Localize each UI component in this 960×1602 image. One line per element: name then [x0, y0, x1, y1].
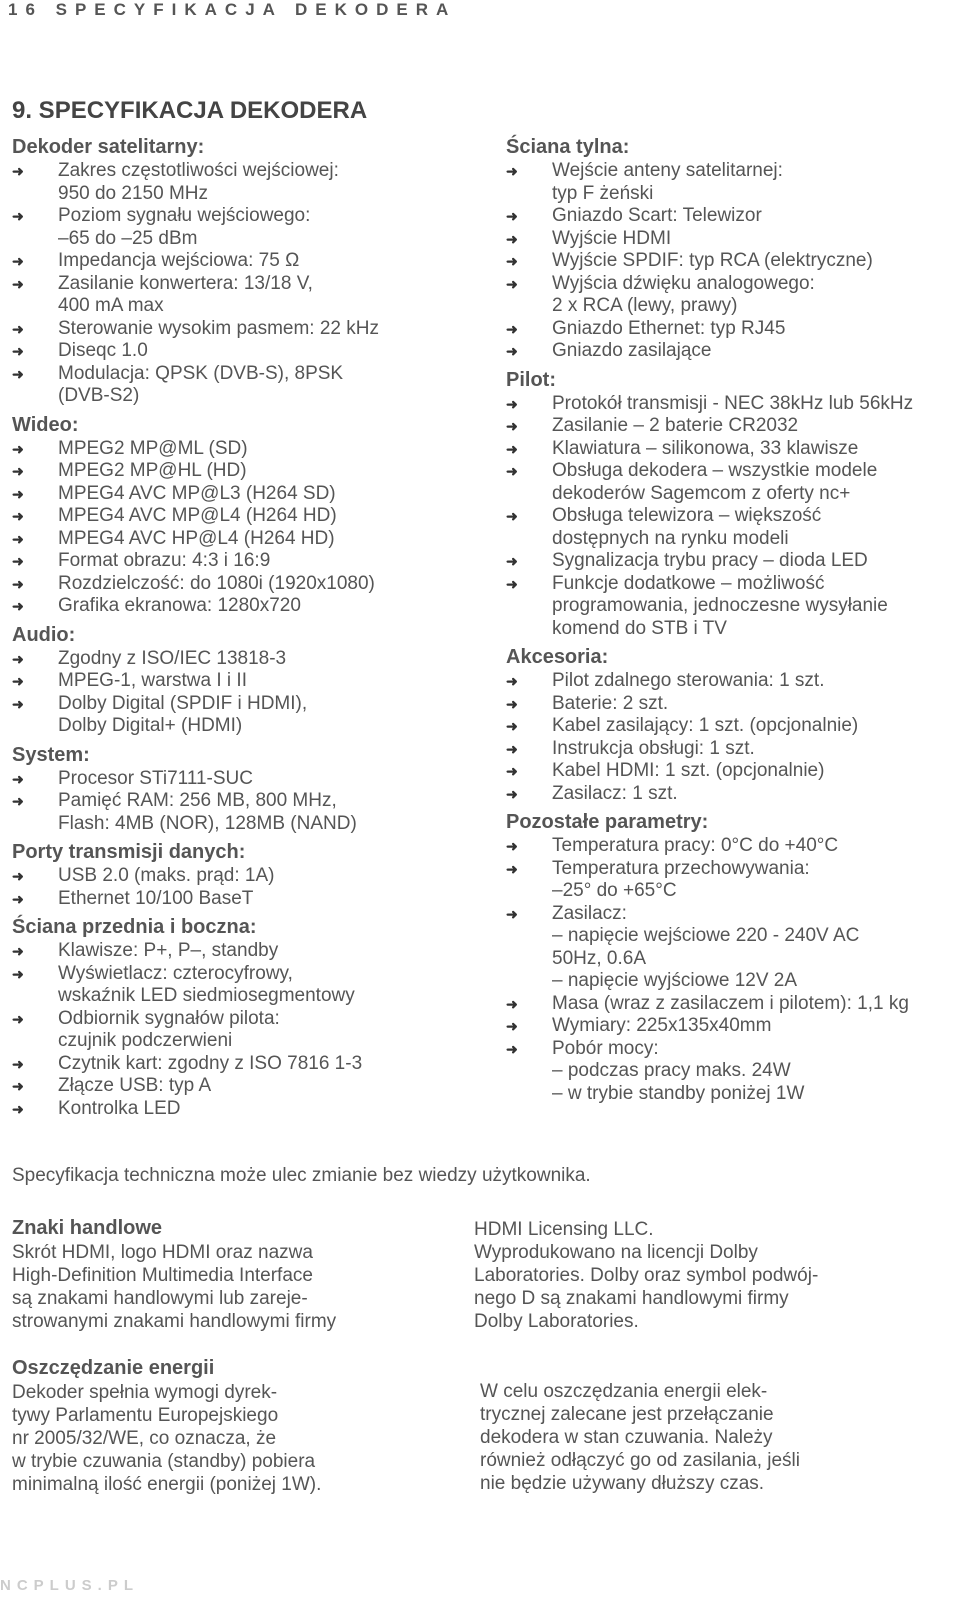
spec-section	[12, 914, 482, 1124]
paragraph-line: również odłączyć go od zasilania, jeśli	[480, 1450, 800, 1471]
arrow-bullet-icon: ➜	[12, 890, 24, 907]
spec-section	[506, 809, 956, 1109]
list-item-text: wskaźnik LED siedmiosegmentowy	[58, 985, 355, 1006]
arrow-bullet-icon: ➜	[12, 1078, 24, 1094]
list-item-text: 2 x RCA (lewy, prawy)	[552, 295, 738, 316]
list-item	[12, 1098, 482, 1121]
list-item	[12, 528, 482, 551]
list-item	[12, 670, 482, 693]
list-item-text: – napięcie wejściowe 220 - 240V AC	[552, 925, 860, 946]
paragraph-line: W celu oszczędzania energii elek-	[480, 1381, 768, 1402]
list-item-text: 400 mA max	[58, 295, 164, 316]
arrow-bullet-icon: ➜	[12, 365, 24, 382]
arrow-bullet-icon: ➜	[506, 905, 518, 922]
list-item-text: Zasilanie konwertera: 13/18 V,	[58, 272, 313, 294]
list-item	[506, 393, 956, 416]
list-item-text: Protokół transmisji - NEC 38kHz lub 56kHz	[552, 392, 914, 414]
list-item-text: 950 do 2150 MHz	[58, 182, 208, 204]
list-item-text: Pamięć RAM: 256 MB, 800 MHz,	[58, 790, 337, 811]
list-item-text: MPEG4 AVC MP@L4 (H264 HD)	[58, 505, 337, 526]
arrow-bullet-icon: ➜	[506, 275, 518, 292]
list-item-text: Modulacja: QPSK (DVB-S), 8PSK	[58, 362, 344, 384]
list-item-text: Masa (wraz z zasilaczem i pilotem): 1,1 kg	[552, 992, 909, 1014]
list-item	[506, 903, 956, 993]
arrow-bullet-icon: ➜	[12, 553, 24, 569]
list-item-text: Obsługa telewizora – większość	[552, 505, 822, 526]
list-item-text: – podczas pracy maks. 24W	[552, 1060, 791, 1081]
list-item	[506, 160, 956, 205]
energy-right	[480, 1380, 800, 1495]
arrow-bullet-icon: ➜	[506, 740, 518, 757]
list-item	[506, 340, 956, 363]
list-item-text: Klawisze: P+, P–, standby	[58, 940, 279, 961]
list-item-text: Instrukcja obsługi: 1 szt.	[552, 737, 755, 759]
arrow-bullet-icon: ➜	[12, 208, 24, 224]
arrow-bullet-icon: ➜	[12, 343, 24, 359]
list-item-text: Temperatura przechowywania:	[552, 857, 810, 879]
section-title: Ściana przednia i boczna:	[12, 916, 257, 938]
list-item-text: Wyjścia dźwięku analogowego:	[552, 272, 815, 294]
list-item-text: –65 do –25 dBm	[58, 227, 198, 249]
arrow-bullet-icon: ➜	[506, 508, 518, 524]
list-item-text: MPEG4 AVC MP@L3 (H264 SD)	[58, 482, 336, 504]
list-item	[506, 318, 956, 341]
list-item	[506, 460, 956, 505]
list-item	[506, 205, 956, 228]
arrow-bullet-icon: ➜	[12, 463, 24, 479]
trademarks-title: Znaki handlowe	[12, 1217, 163, 1239]
arrow-bullet-icon: ➜	[506, 995, 518, 1012]
list-item-text: Grafika ekranowa: 1280x720	[58, 595, 301, 616]
list-item-text: Procesor STi7111-SUC	[58, 767, 253, 789]
list-item	[506, 1015, 956, 1038]
paragraph-line: strowanymi znakami handlowymi firmy	[12, 1311, 337, 1332]
spec-section	[12, 622, 482, 742]
list-item	[506, 835, 956, 858]
arrow-bullet-icon: ➜	[12, 485, 24, 502]
list-item-text: Klawiatura – silikonowa, 33 klawisze	[552, 437, 859, 459]
list-item	[506, 415, 956, 438]
arrow-bullet-icon: ➜	[506, 395, 518, 412]
spec-section	[12, 134, 482, 412]
paragraph-line: HDMI Licensing LLC.	[474, 1219, 654, 1240]
arrow-bullet-icon: ➜	[506, 440, 518, 457]
list-item-text: dostępnych na rynku modeli	[552, 527, 789, 549]
paragraph-line: High-Definition Multimedia Interface	[12, 1265, 313, 1286]
arrow-bullet-icon: ➜	[506, 785, 518, 802]
list-item-text: –25° do +65°C	[552, 880, 677, 901]
paragraph-line: dekodera w stan czuwania. Należy	[480, 1427, 773, 1448]
list-item-text: Wejście anteny satelitarnej:	[552, 160, 783, 181]
list-item-text: Diseqc 1.0	[58, 340, 148, 361]
energy-left	[12, 1356, 321, 1496]
list-item-text: Zasilanie – 2 baterie CR2032	[552, 415, 799, 436]
energy-title: Oszczędzanie energii	[12, 1357, 215, 1379]
arrow-bullet-icon: ➜	[12, 868, 24, 884]
list-item-text: komend do STB i TV	[552, 617, 727, 639]
paragraph-line: tywy Parlamentu Europejskiego	[12, 1405, 279, 1426]
arrow-bullet-icon: ➜	[506, 1040, 518, 1057]
page-title: 9. SPECYFIKACJA DEKODERA	[12, 97, 368, 124]
list-item	[506, 670, 956, 693]
list-item	[506, 715, 956, 738]
arrow-bullet-icon: ➜	[506, 163, 518, 179]
list-item-text: – napięcie wyjściowe 12V 2A	[552, 970, 798, 991]
arrow-bullet-icon: ➜	[506, 673, 518, 689]
list-item-text: typ F żeński	[552, 182, 654, 204]
right-column	[506, 134, 956, 1109]
list-item-text: USB 2.0 (maks. prąd: 1A)	[58, 865, 275, 886]
list-item-text: Kabel HDMI: 1 szt. (opcjonalnie)	[552, 760, 825, 781]
list-item	[506, 438, 956, 461]
list-item	[506, 738, 956, 761]
spec-section	[12, 839, 482, 914]
list-item	[12, 340, 482, 363]
left-column	[12, 134, 482, 1124]
list-item-text: Sygnalizacja trybu pracy – dioda LED	[552, 550, 868, 571]
trademarks-right	[474, 1218, 818, 1333]
list-item-text: Dolby Digital+ (HDMI)	[58, 715, 243, 736]
arrow-bullet-icon: ➜	[12, 163, 24, 179]
arrow-bullet-icon: ➜	[506, 763, 518, 779]
list-item	[12, 1075, 482, 1098]
section-title: Ściana tylna:	[506, 136, 630, 158]
list-item	[12, 648, 482, 671]
list-item-text: Flash: 4MB (NOR), 128MB (NAND)	[58, 812, 357, 834]
list-item	[506, 760, 956, 783]
list-item-text: – w trybie standby poniżej 1W	[552, 1082, 805, 1104]
list-item	[12, 940, 482, 963]
paragraph-line: są znakami handlowymi lub zareje-	[12, 1288, 308, 1309]
list-item	[12, 160, 482, 205]
list-item-text: Funkcje dodatkowe – możliwość	[552, 572, 825, 594]
list-item-text: 50Hz, 0.6A	[552, 947, 646, 969]
list-item	[12, 505, 482, 528]
paragraph-line: Wyprodukowano na licencji Dolby	[474, 1242, 758, 1263]
spec-change-note: Specyfikacja techniczna może ulec zmianie bez wiedzy użytkownika.	[12, 1165, 591, 1186]
list-item-text: MPEG4 AVC HP@L4 (H264 HD)	[58, 527, 335, 549]
list-item-text: MPEG-1, warstwa I i II	[58, 670, 247, 691]
arrow-bullet-icon: ➜	[12, 770, 24, 787]
list-item-text: MPEG2 MP@HL (HD)	[58, 460, 247, 481]
list-item	[12, 438, 482, 461]
arrow-bullet-icon: ➜	[506, 343, 518, 359]
list-item	[12, 318, 482, 341]
list-item-text: Czytnik kart: zgodny z ISO 7816 1-3	[58, 1052, 363, 1074]
list-item-text: MPEG2 MP@ML (SD)	[58, 437, 248, 459]
list-item-text: Kabel zasilający: 1 szt. (opcjonalnie)	[552, 715, 859, 736]
paragraph-line: minimalną ilość energii (poniżej 1W).	[12, 1474, 322, 1495]
list-item	[12, 483, 482, 506]
list-item-text: Temperatura pracy: 0°C do +40°C	[552, 835, 839, 856]
arrow-bullet-icon: ➜	[506, 418, 518, 434]
list-item	[506, 693, 956, 716]
list-item	[12, 550, 482, 573]
paragraph-line: nie będzie używany dłuższy czas.	[480, 1473, 765, 1494]
list-item-text: czujnik podczerwieni	[58, 1030, 233, 1051]
list-item-text: Zasilacz:	[552, 902, 627, 924]
arrow-bullet-icon: ➜	[506, 1018, 518, 1034]
list-item-text: Dolby Digital (SPDIF i HDMI),	[58, 692, 308, 714]
paragraph-line: nr 2005/32/WE, co oznacza, że	[12, 1428, 277, 1449]
paragraph-line: Dolby Laboratories.	[474, 1311, 639, 1332]
arrow-bullet-icon: ➜	[12, 1055, 24, 1072]
list-item-text: Pobór mocy:	[552, 1037, 659, 1059]
list-item-text: Odbiornik sygnałów pilota:	[58, 1007, 280, 1029]
list-item	[12, 768, 482, 791]
section-title: Pozostałe parametry:	[506, 811, 709, 833]
section-title: Pilot:	[506, 368, 556, 391]
paragraph-line: w trybie czuwania (standby) pobiera	[12, 1451, 316, 1472]
list-item-text: Ethernet 10/100 BaseT	[58, 887, 254, 909]
arrow-bullet-icon: ➜	[506, 695, 518, 712]
list-item	[12, 460, 482, 483]
arrow-bullet-icon: ➜	[506, 208, 518, 224]
arrow-bullet-icon: ➜	[12, 673, 24, 689]
paragraph-line: Skrót HDMI, logo HDMI oraz nazwa	[12, 1242, 313, 1263]
arrow-bullet-icon: ➜	[506, 838, 518, 854]
arrow-bullet-icon: ➜	[506, 575, 518, 592]
section-title: Akcesoria:	[506, 646, 609, 668]
arrow-bullet-icon: ➜	[506, 553, 518, 569]
arrow-bullet-icon: ➜	[12, 320, 24, 337]
list-item	[506, 550, 956, 573]
arrow-bullet-icon: ➜	[506, 463, 518, 479]
arrow-bullet-icon: ➜	[506, 253, 518, 269]
list-item-text: Wyjście SPDIF: typ RCA (elektryczne)	[552, 250, 873, 271]
list-item	[506, 858, 956, 903]
list-item-text: Rozdzielczość: do 1080i (1920x1080)	[58, 572, 375, 594]
list-item-text: Kontrolka LED	[58, 1097, 181, 1119]
paragraph-line: nego D są znakami handlowymi firmy	[474, 1288, 789, 1309]
arrow-bullet-icon: ➜	[12, 508, 24, 524]
section-title: Dekoder satelitarny:	[12, 136, 205, 158]
page-header: 16 SPECYFIKACJA DEKODERA	[8, 0, 457, 19]
arrow-bullet-icon: ➜	[506, 860, 518, 877]
list-item	[506, 573, 956, 641]
list-item-text: Gniazdo Ethernet: typ RJ45	[552, 317, 786, 339]
list-item	[506, 505, 956, 550]
list-item-text: Złącze USB: typ A	[58, 1075, 212, 1096]
spec-section	[12, 742, 482, 840]
spec-section	[506, 134, 956, 367]
arrow-bullet-icon: ➜	[12, 1100, 24, 1117]
trademarks-left	[12, 1216, 336, 1333]
list-item	[12, 573, 482, 596]
paragraph-line: trycznej zalecane jest przełączanie	[480, 1404, 774, 1425]
arrow-bullet-icon: ➜	[506, 230, 518, 247]
list-item-text: Obsługa dekodera – wszystkie modele	[552, 460, 878, 481]
arrow-bullet-icon: ➜	[12, 253, 24, 269]
list-item	[12, 595, 482, 618]
list-item	[12, 250, 482, 273]
list-item-text: programowania, jednoczesne wysyłanie	[552, 595, 888, 616]
arrow-bullet-icon: ➜	[12, 793, 24, 809]
paragraph-line: Laboratories. Dolby oraz symbol podwój-	[474, 1265, 819, 1286]
arrow-bullet-icon: ➜	[12, 650, 24, 667]
list-item	[12, 273, 482, 318]
arrow-bullet-icon: ➜	[12, 695, 24, 712]
list-item-text: Pilot zdalnego sterowania: 1 szt.	[552, 670, 825, 691]
list-item-text: Wyświetlacz: czterocyfrowy,	[58, 962, 293, 984]
list-item	[12, 963, 482, 1008]
arrow-bullet-icon: ➜	[12, 1010, 24, 1027]
list-item	[12, 1053, 482, 1076]
list-item	[12, 1008, 482, 1053]
list-item	[506, 993, 956, 1016]
spec-section	[12, 412, 482, 622]
section-title: Wideo:	[12, 413, 79, 436]
list-item	[506, 228, 956, 251]
list-item-text: Zgodny z ISO/IEC 13818-3	[58, 647, 287, 669]
arrow-bullet-icon: ➜	[12, 440, 24, 457]
list-item	[12, 363, 482, 408]
list-item	[506, 783, 956, 806]
footer-site: NCPLUS.PL	[0, 1577, 140, 1594]
arrow-bullet-icon: ➜	[12, 943, 24, 959]
arrow-bullet-icon: ➜	[12, 275, 24, 292]
list-item-text: Baterie: 2 szt.	[552, 692, 669, 714]
list-item-text: Zakres częstotliwości wejściowej:	[58, 160, 339, 181]
arrow-bullet-icon: ➜	[12, 965, 24, 982]
section-title: Audio:	[12, 623, 76, 646]
list-item	[12, 790, 482, 835]
spec-section	[506, 367, 956, 645]
list-item-text: Wyjście HDMI	[552, 227, 672, 249]
arrow-bullet-icon: ➜	[12, 575, 24, 592]
list-item	[12, 865, 482, 888]
list-item	[12, 888, 482, 911]
list-item	[506, 1038, 956, 1106]
list-item-text: Poziom sygnału wejściowego:	[58, 205, 311, 226]
list-item-text: Sterowanie wysokim pasmem: 22 kHz	[58, 317, 379, 339]
section-title: Porty transmisji danych:	[12, 841, 246, 863]
list-item-text: Gniazdo zasilające	[552, 340, 712, 361]
list-item-text: Zasilacz: 1 szt.	[552, 782, 678, 804]
list-item	[506, 273, 956, 318]
list-item-text: Format obrazu: 4:3 i 16:9	[58, 550, 271, 571]
arrow-bullet-icon: ➜	[506, 320, 518, 337]
list-item-text: Impedancja wejściowa: 75 Ω	[58, 250, 300, 271]
paragraph-line: Dekoder spełnia wymogi dyrek-	[12, 1382, 278, 1403]
section-title: System:	[12, 743, 90, 766]
list-item	[12, 205, 482, 250]
list-item-text: Gniazdo Scart: Telewizor	[552, 205, 762, 226]
arrow-bullet-icon: ➜	[12, 530, 24, 547]
list-item	[506, 250, 956, 273]
list-item-text: Wymiary: 225x135x40mm	[552, 1015, 772, 1036]
arrow-bullet-icon: ➜	[506, 718, 518, 734]
spec-section	[506, 644, 956, 809]
list-item	[12, 693, 482, 738]
list-item-text: (DVB-S2)	[58, 385, 140, 406]
list-item-text: dekoderów Sagemcom z oferty nc+	[552, 482, 851, 504]
arrow-bullet-icon: ➜	[12, 598, 24, 614]
